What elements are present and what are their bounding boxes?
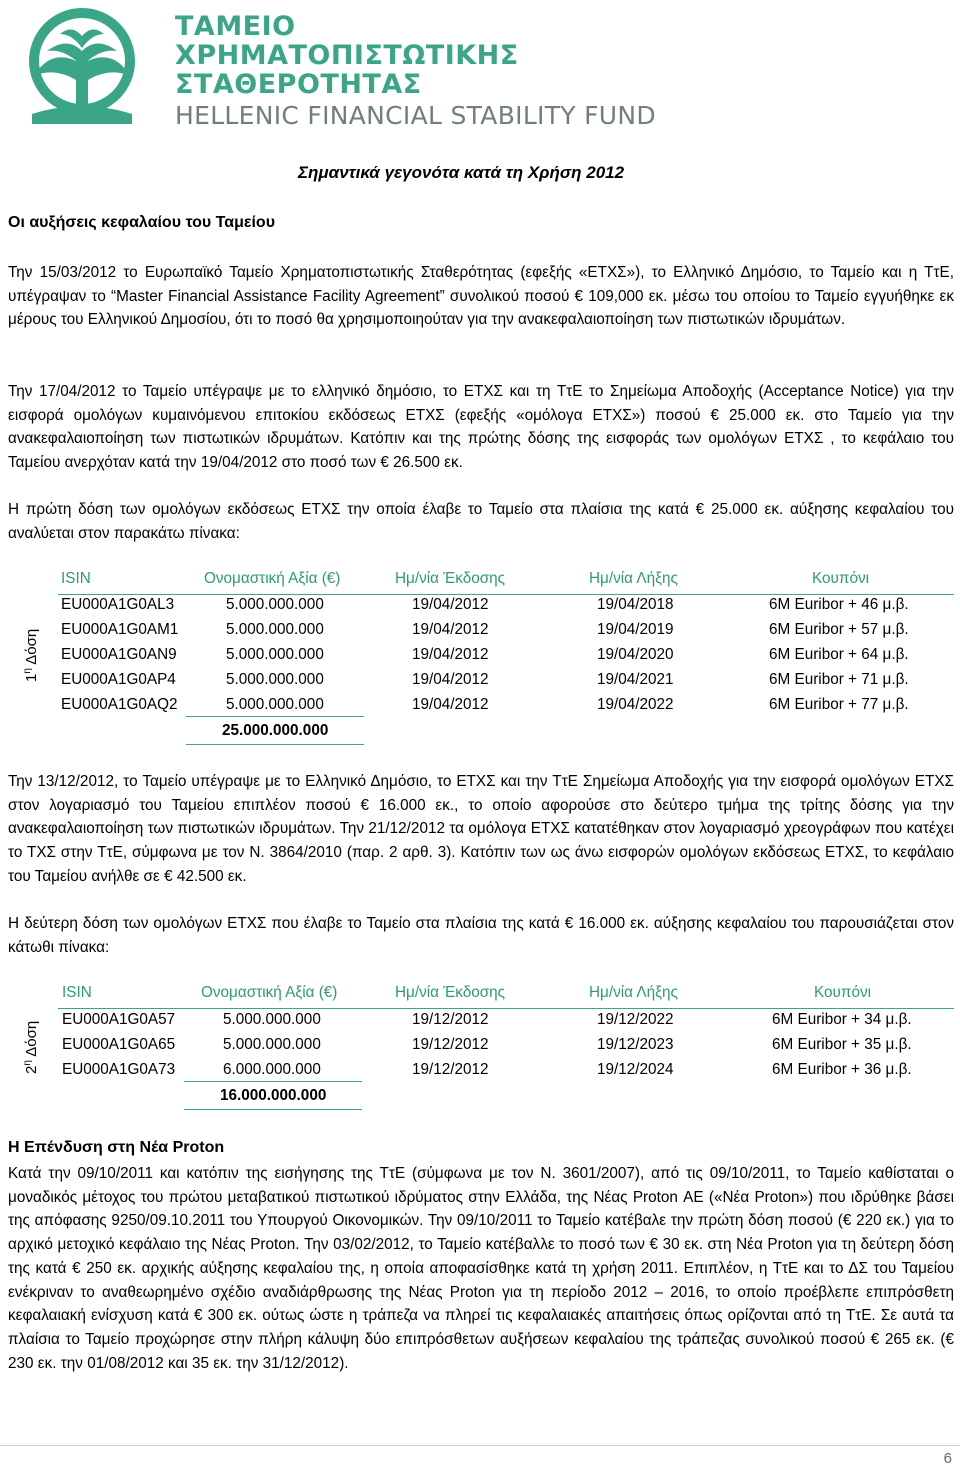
isin-cell: EU000A1G0A65 — [62, 1036, 176, 1053]
nominal-cell: 5.000.000.000 — [226, 621, 324, 638]
header-isin: ISIN — [61, 570, 91, 587]
maturity-cell: 19/04/2018 — [597, 596, 674, 613]
brand-line-2: ΧΡΗΜΑΤΟΠΙΣΤΩΤΙΚΗΣ — [175, 40, 519, 71]
header-nominal: Ονομαστική Αξία (€) — [204, 570, 341, 587]
paragraph-3: Η πρώτη δόση των ομολόγων εκδόσεως ΕΤΧΣ την οποία έλαβε το Ταμείο στα πλαίσια της κατά € 25.000 εκ. αύξησης κεφαλαίου του αναλύεται στον παρακάτω πίνακα: — [8, 501, 954, 542]
isin-cell: EU000A1G0AL3 — [61, 596, 175, 613]
header-isin: ISIN — [62, 984, 92, 1001]
issue-date-cell: 19/04/2012 — [412, 596, 489, 613]
issue-date-cell: 19/04/2012 — [412, 646, 489, 663]
isin-cell: EU000A1G0AP4 — [61, 671, 176, 688]
total-rule — [184, 1081, 362, 1082]
isin-cell: EU000A1G0AN9 — [61, 646, 177, 663]
brand-name — [175, 12, 656, 131]
issue-date-cell: 19/04/2012 — [412, 671, 489, 688]
header-coupon: Κουπόνι — [812, 570, 869, 587]
header-maturity: Ημ/νία Λήξης — [589, 570, 678, 587]
footer-rule — [0, 1445, 960, 1446]
nominal-cell: 5.000.000.000 — [226, 696, 324, 713]
tranche-label: $1^\eta$ Δόση — [22, 628, 40, 682]
nominal-cell: 5.000.000.000 — [223, 1036, 321, 1053]
brand-line-4: HELLENIC FINANCIAL STABILITY FUND — [175, 101, 656, 130]
paragraph-5: Η δεύτερη δόση των ομολόγων ΕΤΧΣ που έλαβε το Ταμείο στα πλαίσια της κατά € 16.000 εκ. αύξησης κεφαλαίου του παρουσιάζεται στον κάτωθι πίνακα: — [8, 915, 954, 956]
brand-line-3: ΣΤΑΘΕΡΟΤΗΤΑΣ — [175, 69, 422, 100]
page-title: Σημαντικά γεγονότα κατά τη Χρήση 2012 — [298, 163, 625, 182]
maturity-cell: 19/04/2021 — [597, 671, 674, 688]
coupon-cell: 6M Euribor + 64 μ.β. — [769, 646, 909, 663]
isin-cell: EU000A1G0AM1 — [61, 621, 179, 638]
issue-date-cell: 19/12/2012 — [412, 1011, 489, 1028]
maturity-cell: 19/12/2023 — [597, 1036, 674, 1053]
coupon-cell: 6M Euribor + 71 μ.β. — [769, 671, 909, 688]
maturity-cell: 19/12/2024 — [597, 1061, 674, 1078]
total-cell: 16.000.000.000 — [220, 1087, 327, 1104]
header-rule — [58, 1008, 954, 1009]
paragraph-2: Την 17/04/2012 το Ταμείο υπέγραψε με το ελληνικό δημόσιο, το ΕΤΧΣ και τη ΤτΕ το Σημείωμα Αποδοχής (Acceptance Notice) για την εισφορά ομολόγων κυμαινόμενου επιτοκίου εκδόσεως ΕΤΧΣ (εφεξής «ομόλογα ΕΤΧΣ») ποσού € 25.000 εκ. στο Ταμείο για την ανακεφαλαιοποίηση των πιστωτικών ιδρυμάτων. Κατόπιν και της πρώτης δόσης της εισφοράς των ομολόγων ΕΤΧΣ , το κεφάλαιο του Ταμείου ανερχόταν κατά την 19/04/2012 στο ποσό των € 26.500 εκ. — [8, 383, 954, 472]
nominal-cell: 5.000.000.000 — [226, 646, 324, 663]
total-rule-bottom — [184, 1109, 362, 1110]
maturity-cell: 19/04/2020 — [597, 646, 674, 663]
coupon-cell: 6M Euribor + 46 μ.β. — [769, 596, 909, 613]
coupon-cell: 6M Euribor + 36 μ.β. — [772, 1061, 912, 1078]
header-coupon: Κουπόνι — [814, 984, 871, 1001]
header-rule — [58, 594, 954, 595]
issue-date-cell: 19/04/2012 — [412, 621, 489, 638]
maturity-cell: 19/04/2019 — [597, 621, 674, 638]
nominal-cell: 5.000.000.000 — [223, 1011, 321, 1028]
nominal-cell: 5.000.000.000 — [226, 671, 324, 688]
header-issue-date: Ημ/νία Έκδοσης — [395, 570, 506, 587]
issue-date-cell: 19/04/2012 — [412, 696, 489, 713]
bond-table-2 — [8, 984, 954, 1114]
paragraph-6: Κατά την 09/10/2011 και κατόπιν της εισήγησης της ΤτΕ (σύμφωνα με τον Ν. 3601/2007), από τις 09/10/2011, το Ταμείο καθίσταται ο μοναδικός μέτοχος του πρώτου μεταβατικού πιστωτικού ιδρύματος στην Ελλάδα, της Νέας Proton ΑΕ («Νέα Proton») που ιδρύθηκε βάσει της απόφασης 9250/09.10.2011 του Υπουργού Οικονομικών. Την 09/10/2011 το Ταμείο κατέβαλε την πρώτη δόση ποσού (€ 220 εκ.) για το αρχικό μετοχικό κεφάλαιο της Νέας Proton. Την 03/02/2012, το Ταμείο κατέβαλλε το ποσό των € 30 εκ. στη Νέα Proton για τη δεύτερη δόση της κατά € 250 εκ. αρχικής αύξησης κεφαλαίου της, η οποία αποφασίσθηκε κατά τη χρήση 2011. Επιπλέον, η ΤτΕ και το ΔΣ του Ταμείου ενέκριναν το αναθεωρημένο σχέδιο αναδιάρθρωσης της Νέας Proton για τη περίοδο 2012 – 2016, το οποίο προέβλεπε επιπρόσθετη κεφαλαιακή ενίσχυση κατά € 300 εκ. ούτως ώστε η τράπεζα να πληρεί τις κεφαλαιακές απαιτήσεις όπως ορίζονται από τη ΤτΕ. Σε αυτά τα πλαίσια το Ταμείο προχώρησε στην πλήρη κάλυψη δύο επιπρόσθετων αυξήσεων κεφαλαίου της τράπεζας συνολικού ποσού € 265 εκ. (€ 230 εκ. την 01/08/2012 και 35 εκ. την 31/12/2012). — [8, 1165, 954, 1372]
coupon-cell: 6M Euribor + 77 μ.β. — [769, 696, 909, 713]
page-number: 6 — [943, 1450, 952, 1467]
coupon-cell: 6M Euribor + 34 μ.β. — [772, 1011, 912, 1028]
coupon-cell: 6M Euribor + 35 μ.β. — [772, 1036, 912, 1053]
bond-table-1 — [8, 570, 954, 750]
paragraph-4: Την 13/12/2012, το Ταμείο υπέγραψε με το Ελληνικό Δημόσιο, το ΕΤΧΣ και την ΤτΕ Σημείωμα Αποδοχής για την εισφορά ομολόγων ΕΤΧΣ στον λογαριασμό του Ταμείου επιπλέον ποσού € 16.000 εκ., το οποίο αφορούσε στο δεύτερο τμήμα της τρίτης δόσης για την ανακεφαλαιοποίηση των πιστωτικών ιδρυμάτων. Την 21/12/2012 τα ομόλογα ΕΤΧΣ κατατέθηκαν στον λογαριασμό χρεογράφων που κατέχει το ΤΧΣ στην ΤτΕ, σύμφωνα με τον Ν. 3864/2010 (παρ. 2 αρθ. 3). Κατόπιν των ως άνω εισφορών ομολόγων εκδόσεως ΕΤΧΣ, το κεφάλαιο του Ταμείου ανήλθε σε € 42.500 εκ. — [8, 773, 954, 885]
tree-logo-icon — [12, 6, 152, 132]
section-title: Οι αυξήσεις κεφαλαίου του Ταμείου — [8, 214, 276, 231]
header-nominal: Ονομαστική Αξία (€) — [201, 984, 338, 1001]
paragraph-1: Την 15/03/2012 το Ευρωπαϊκό Ταμείο Χρηματοπιστωτικής Σταθερότητας (εφεξής «ΕΤΧΣ»), το Ελληνικό Δημόσιο, το Ταμείο και η ΤτΕ, υπέγραψαν το “Master Financial Assistance Facility Agreement” συνολικού ποσού € 109,000 εκ. μέσω του οποίου το Ταμείο εγγυήθηκε εκ μέρους του Ελληνικού Δημοσίου, ότι το ποσό θα χρησιμοποιηούταν για την ανακεφαλαιοποίηση των πιστωτικών ιδρυμάτων. — [8, 264, 954, 329]
isin-cell: EU000A1G0AQ2 — [61, 696, 178, 713]
maturity-cell: 19/12/2022 — [597, 1011, 674, 1028]
nominal-cell: 5.000.000.000 — [226, 596, 324, 613]
issue-date-cell: 19/12/2012 — [412, 1036, 489, 1053]
total-rule — [186, 716, 364, 717]
maturity-cell: 19/04/2022 — [597, 696, 674, 713]
total-rule-bottom — [186, 744, 364, 745]
isin-cell: EU000A1G0A73 — [62, 1061, 176, 1078]
nominal-cell: 6.000.000.000 — [223, 1061, 321, 1078]
header-issue-date: Ημ/νία Έκδοσης — [395, 984, 506, 1001]
brand-line-1: ΤΑΜΕΙΟ — [175, 11, 296, 42]
header-maturity: Ημ/νία Λήξης — [589, 984, 678, 1001]
subsection-title: Η Επένδυση στη Νέα Proton — [8, 1139, 225, 1156]
isin-cell: EU000A1G0A57 — [62, 1011, 176, 1028]
tranche-label: $2^\eta$ Δόση — [22, 1020, 40, 1074]
coupon-cell: 6M Euribor + 57 μ.β. — [769, 621, 909, 638]
total-cell: 25.000.000.000 — [222, 722, 329, 739]
issue-date-cell: 19/12/2012 — [412, 1061, 489, 1078]
